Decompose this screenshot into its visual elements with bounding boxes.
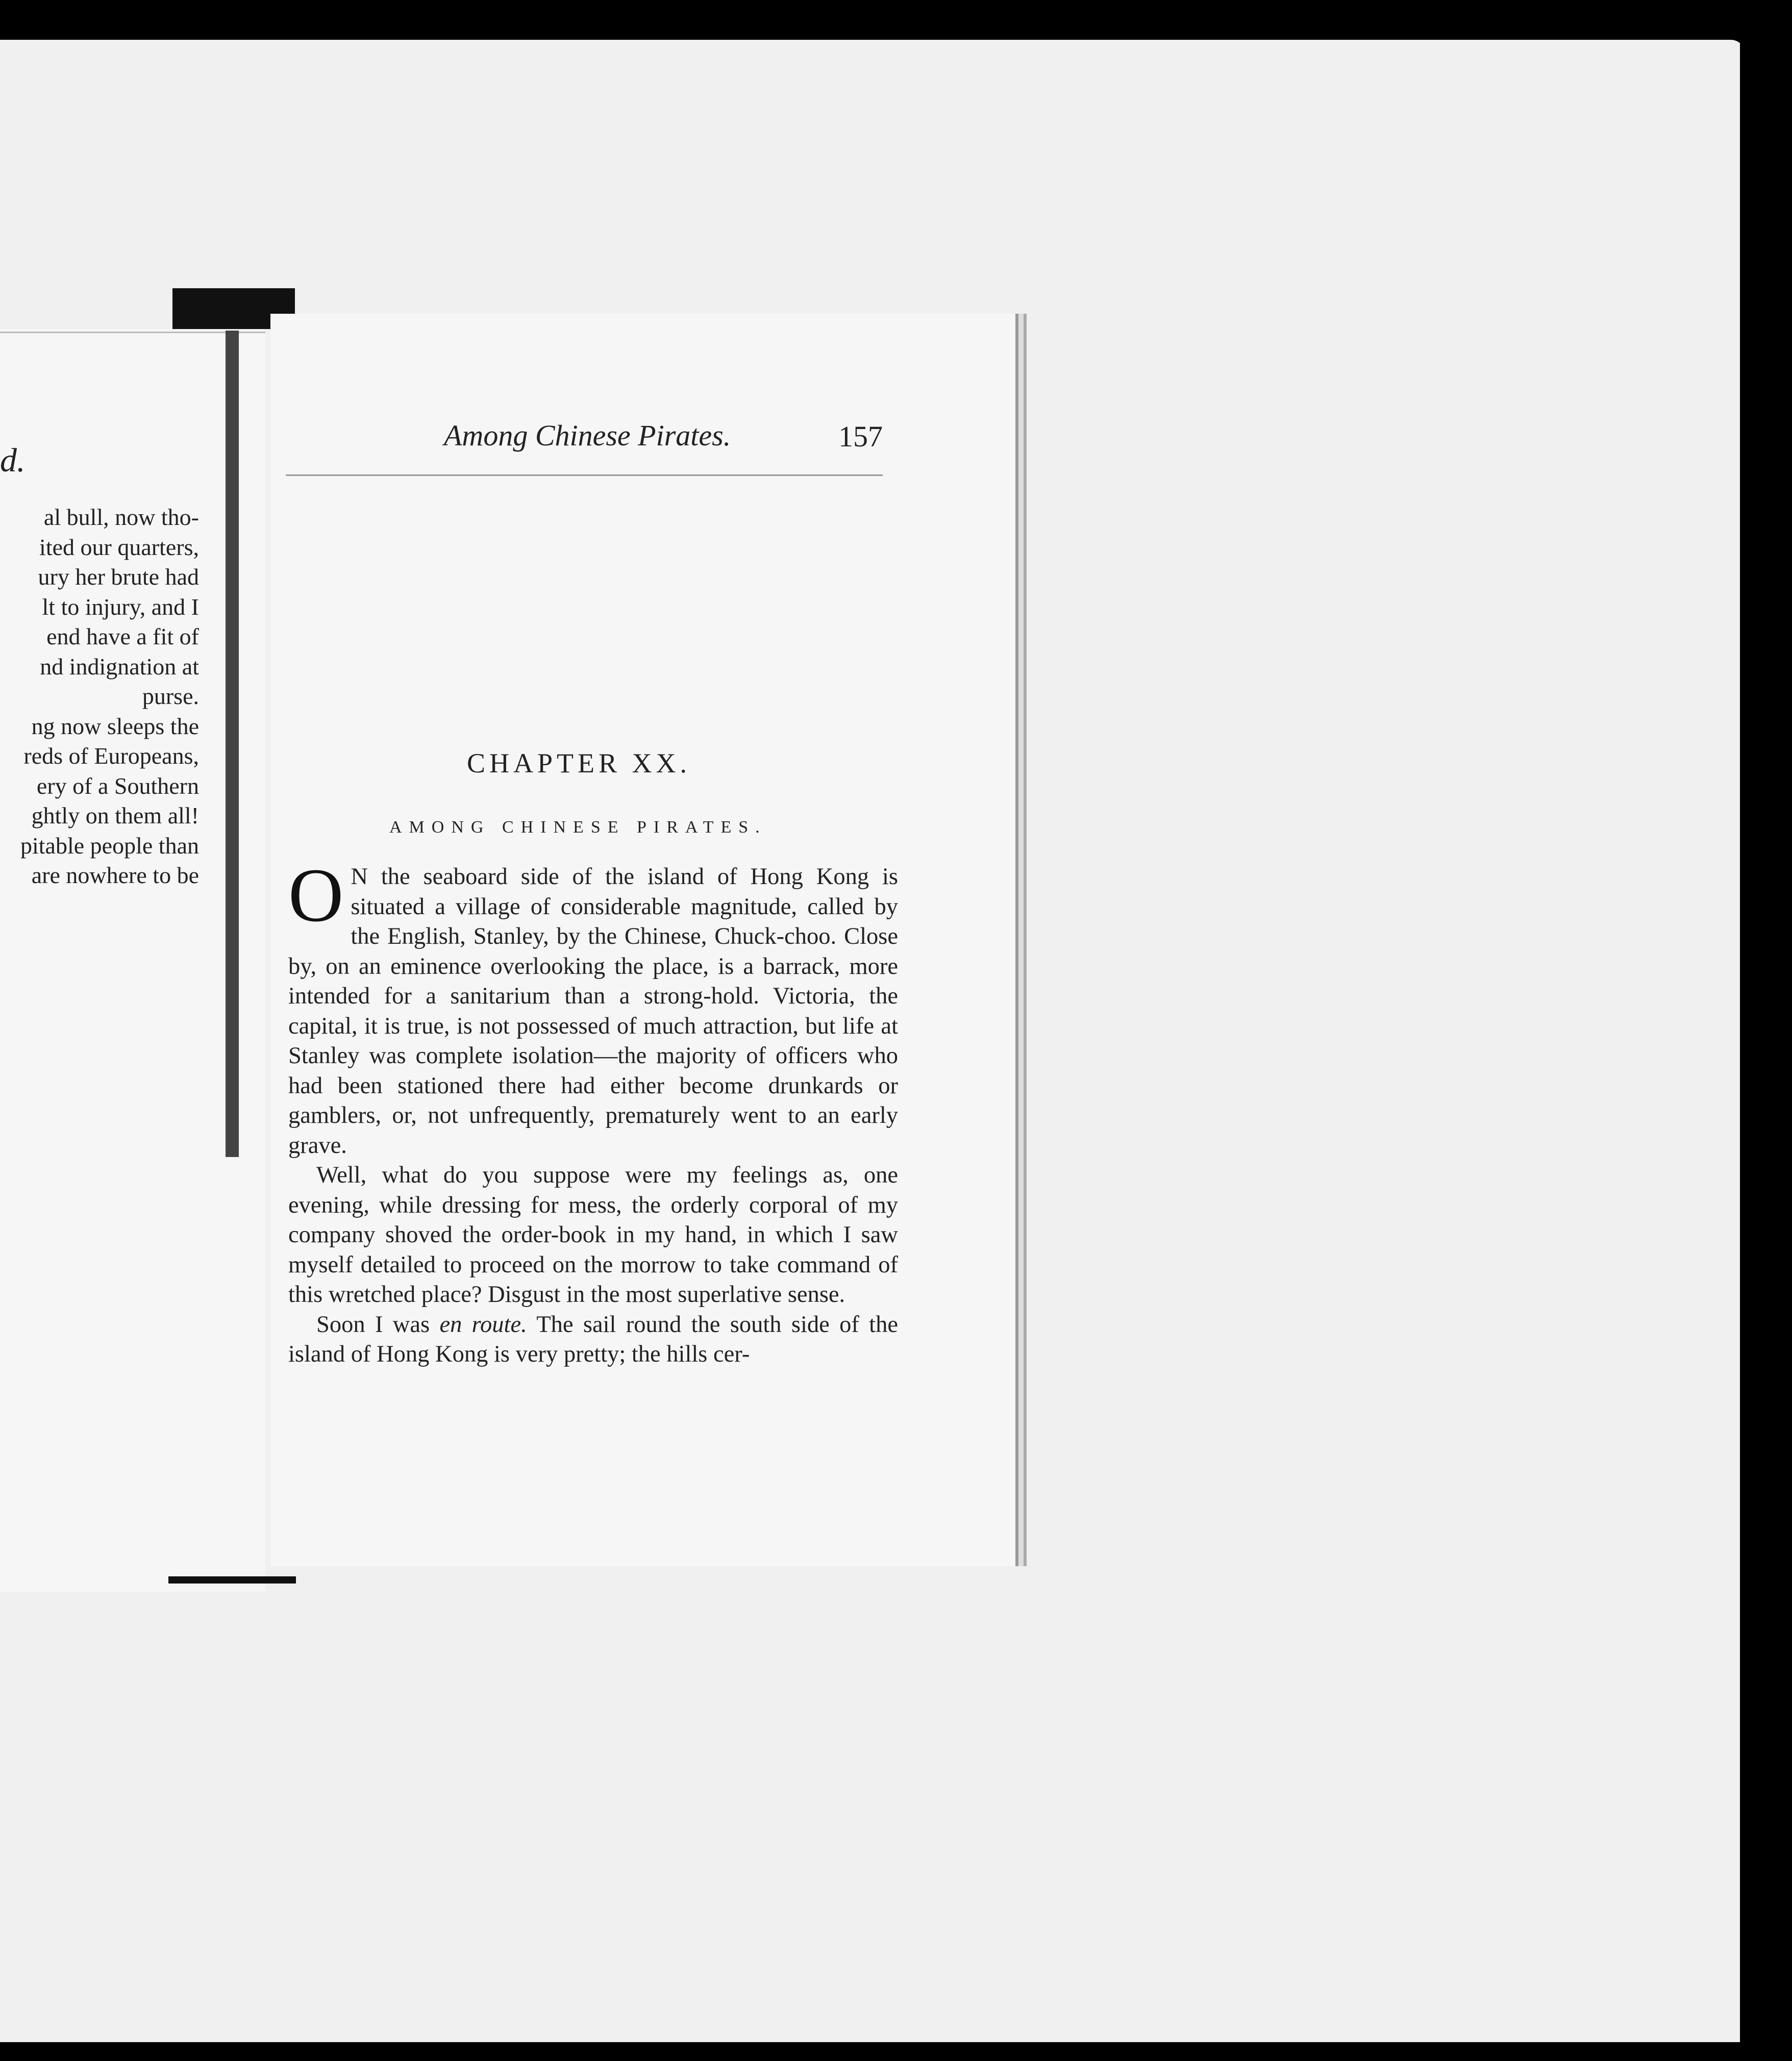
text-line: ng now sleeps the	[31, 713, 199, 739]
scan-border	[1740, 40, 1746, 2042]
running-title: Among Chinese Pirates.	[444, 419, 731, 452]
binding-clip-bottom	[168, 1576, 296, 1584]
page-number: 157	[838, 420, 883, 453]
paragraph	[288, 1310, 898, 1370]
text-line: ury her brute had	[38, 564, 199, 590]
italic-phrase: en route.	[439, 1311, 527, 1338]
chapter-subtitle: AMONG CHINESE PIRATES.	[389, 818, 767, 837]
paragraph-text: The sail round the south side of the island of Hong Kong is very pretty; the hills cer-	[288, 1311, 898, 1367]
text-line: ited our quarters,	[39, 534, 199, 560]
text-line: end have a fit of	[46, 623, 199, 649]
text-line: are nowhere to be	[31, 862, 199, 888]
chapter-body	[288, 853, 898, 1370]
paragraph-text: N the seaboard side of the island of Hong Kong is situated a village of considerable magnitude, called by the English, Stanley, by the Chinese, Chuck-choo. Close by, on an eminence overlooking the place, is a barrack, more intended for a sanitarium than a strong-hold. Victoria, the capital, it is true, is not possessed of much attraction, but life at Stanley was complete isolation—the majority of officers who had been stationed there had either become drunkards or gamblers, or, not unfrequently, prematurely went to an early grave.	[288, 864, 898, 1159]
text-line: pitable people than	[20, 832, 199, 859]
text-line: reds of Europeans,	[23, 743, 199, 769]
text-line: ghtly on them all!	[31, 802, 199, 828]
paragraph: Well, what do you suppose were my feelings as, one evening, while dressing for mess, the orderly corporal of my company shoved the order-book in my hand, in which I saw myself detailed to proceed on the morrow to take command of this wretched place? Disgust in the most superlative sense.	[288, 1162, 898, 1308]
paragraph	[288, 853, 898, 1161]
text-line: ery of a Southern	[36, 772, 199, 799]
text-line: purse.	[142, 683, 199, 709]
book-gutter	[226, 331, 239, 1157]
running-head	[286, 383, 883, 476]
text-line: al bull, now tho-	[43, 504, 199, 530]
paragraph-text: Soon I was	[316, 1311, 440, 1338]
chapter-heading: CHAPTER XX.	[467, 748, 691, 778]
left-page-text	[20, 502, 199, 891]
text-line: lt to injury, and I	[42, 593, 199, 620]
left-running-head: d.	[0, 442, 26, 479]
drop-cap: O	[288, 853, 344, 938]
text-line: nd indignation at	[40, 653, 199, 680]
